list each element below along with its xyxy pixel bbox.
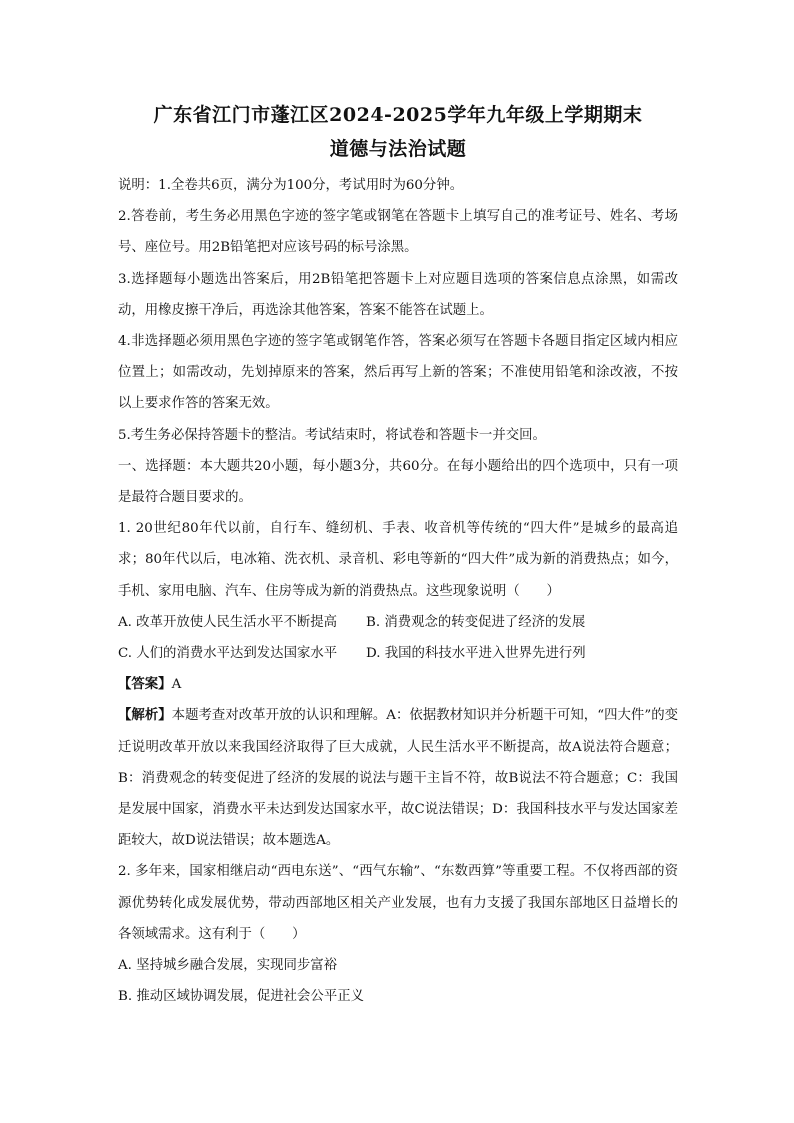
instruction-2: 2.答卷前，考生务必用黑色字迹的签字笔或钢笔在答题卡上填写自己的准考证号、姓名、考场号、座位号。用2B铅笔把对应该号码的标号涂黑。 bbox=[118, 209, 678, 256]
question-2-option-b: B. 推动区域协调发展，促进社会公平正义 bbox=[118, 989, 364, 1005]
section-heading: 一、选择题：本大题共20小题，每小题3分，共60分。在每小题给出的四个选项中，只有一项是最符合题目要求的。 bbox=[118, 458, 678, 506]
answer-label: 【答案】 bbox=[118, 676, 172, 693]
question-2-option-a: A. 坚持城乡融合发展，实现同步富裕 bbox=[118, 958, 338, 974]
analysis-label: 【解析】 bbox=[118, 707, 172, 724]
exam-page bbox=[118, 98, 678, 1012]
instruction-1: 说明：1.全卷共6页，满分为100分，考试用时为60分钟。 bbox=[118, 178, 464, 193]
question-2 bbox=[118, 856, 678, 1012]
question-1-options-row-2 bbox=[118, 638, 678, 669]
instruction-4: 4.非选择题必须用黑色字迹的签字笔或钢笔作答，答案必须写在答题卡各题目指定区域内相应位置上；如需改动，先划掉原来的答案，然后再写上新的答案；不准使用铅笔和涂改液，不按以上要求作答的答案无效。 bbox=[118, 334, 678, 412]
question-1-option-b: B. 消费观念的转变促进了经济的发展 bbox=[366, 614, 586, 630]
analysis-text: 本题考查对改革开放的认识和理解。A：依据教材知识并分析题干可知，“四大件”的变迁说明改革开放以来我国经济取得了巨大成就，人民生活水平不断提高，故A说法符合题意；B：消费观念的转变促进了经济的发展的说法与题干主旨不符，故B说法不符合题意；C：我国是发展中国家，消费水平未达到发达国家水平，故C说法错误；D：我国科技水平与发达国家差距较大，故D说法错误；故本题选A。 bbox=[118, 708, 679, 849]
instructions bbox=[118, 170, 678, 451]
answer-value: A bbox=[171, 677, 182, 693]
question-1 bbox=[118, 513, 678, 856]
question-1-stem: 1. 20世纪80年代以前，自行车、缝纫机、手表、收音机等传统的“四大件”是城乡的最高追求；80年代以后，电冰箱、洗衣机、录音机、彩电等新的“四大件”成为新的消费热点；如今，手机、家用电脑、汽车、住房等成为新的消费热点。这些现象说明（ ） bbox=[118, 521, 678, 599]
question-1-answer bbox=[118, 669, 678, 700]
exam-title-line1: 广东省江门市蓬江区2024-2025学年九年级上学期期末 bbox=[153, 104, 643, 126]
question-1-analysis bbox=[118, 700, 678, 856]
instruction-5: 5.考生务必保持答题卡的整洁。考试结束时，将试卷和答题卡一并交回。 bbox=[118, 427, 546, 443]
question-1-option-d: D. 我国的科技水平进入世界先进行列 bbox=[366, 646, 586, 662]
exam-title-line2: 道德与法治试题 bbox=[329, 138, 467, 160]
question-1-option-a: A. 改革开放使人民生活水平不断提高 bbox=[118, 614, 338, 630]
question-2-stem: 2. 多年来，国家相继启动“西电东送”、“西气东输”、“东数西算”等重要工程。不仅将西部的资源优势转化成发展优势，带动西部地区相关产业发展，也有力支援了我国东部地区日益增长的各领域需求。这有利于（ ） bbox=[118, 864, 678, 942]
question-1-options-row-1 bbox=[118, 607, 678, 638]
instruction-3: 3.选择题每小题选出答案后，用2B铅笔把答题卡上对应题目选项的答案信息点涂黑，如需改动，用橡皮擦干净后，再选涂其他答案，答案不能答在试题上。 bbox=[118, 271, 678, 318]
question-1-option-c: C. 人们的消费水平达到发达国家水平 bbox=[118, 646, 338, 662]
